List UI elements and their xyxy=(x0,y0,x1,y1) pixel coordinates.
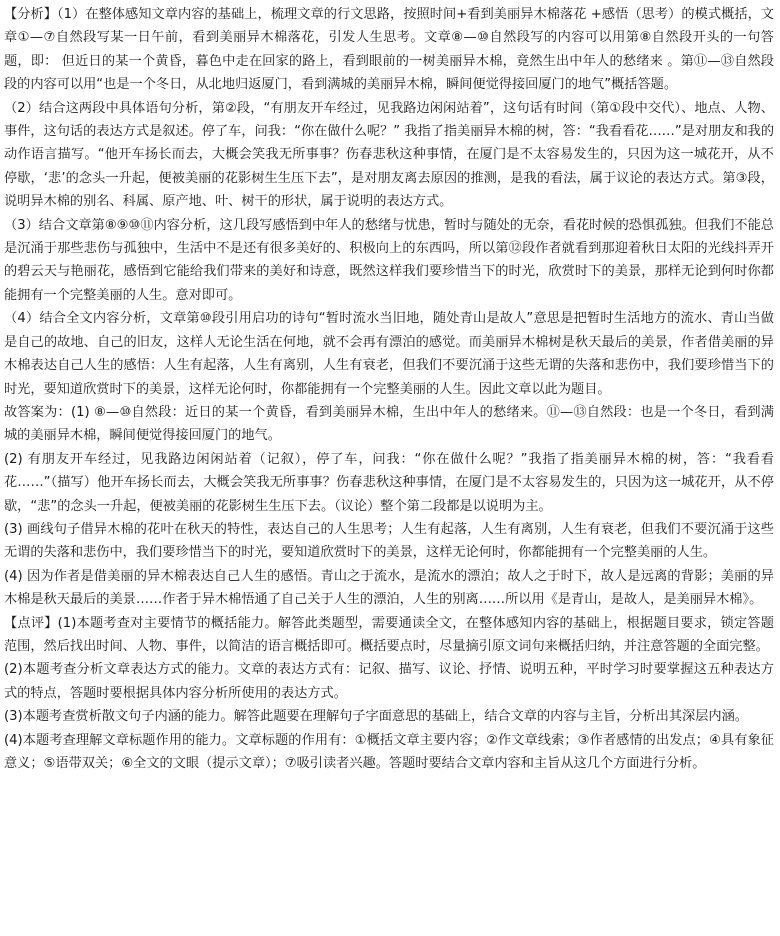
answer-1: 故答案为：(1) ⑧—⑩自然段：近日的某一个黄昏，看到美丽异木棉，生出中年人的愁绪来。⑪—⑬自然段：也是一个冬日，看到满城的美丽异木棉，瞬间便觉得接回厦门的地气。 xyxy=(4,404,774,444)
analysis-part-3: （3）结合文章第⑧⑨⑩⑪内容分析，这几段写感悟到中年人的愁绪与忧患，暂时与随处的无奈，看花时候的恐惧孤独。但我们不能总是沉涌于那些悲伤与孤独中，生活中不是还有很多美好的、积极向上的东西吗，所以第⑫段作者就看到那迎着秋日太阳的光线抖弄开的碧云天与艳丽花，感悟到它能给我们带来的美好和诗意，既然这样我们要珍惜当下的时光，欣赏时下的美景，那样无论到何时你都能拥有一个完整美丽的人生。意对即可。 xyxy=(4,217,774,303)
analysis-part-1: 【分析】（1）在整体感知文章内容的基础上，梳理文章的行文思路，按照时间+看到美丽异木棉落花 +感悟（思考）的模式概括，文章①—⑦自然段写某一日午前，看到美丽异木棉落花，引发人生思考。文章⑧—⑩自然段写的内容可以用第⑧自然段开头的一句答题，即： 但近日的某一个黄昏，暮色中走在回家的路上，看到眼前的一树美丽异木棉，竟然生出中年人的愁绪来 。第⑪—⑬自然段段的内容可以用“也是一个冬日，从北地归返厦门，看到满城的美丽异木棉，瞬间便觉得接回厦门的地气”概括答题。 xyxy=(4,7,774,93)
comment-3: (3)本题考查赏析散文句子内涵的能力。解答此题要在理解句子字面意思的基础上，结合文章的内容与主旨，分析出其深层内涵。 xyxy=(4,709,748,725)
comment-2: (2)本题考查分析文章表达方式的能力。文章的表达方式有：记叙、描写、议论、抒情、说明五种，平时学习时要掌握这五种表达方式的特点，答题时要根据具体内容分析所使用的表达方式。 xyxy=(4,662,774,701)
analysis-part-4: （4）结合全文内容分析，文章第⑩段引用启功的诗句“暂时流水当旧地，随处青山是故人”意思是把暂时生活地方的流水、青山当做是自己的故地、自己的旧友，这样人无论生活在何地，就不会再有漂泊的感觉。而美丽异木棉树是秋天最后的美景，作者借美丽的异木棉表达自己人生的感悟：人生有起落，人生有离别，人生有衰老，但我们不要沉涌于这些无谓的失落和悲伤中，我们要珍惜当下的时光，要知道欣赏时下的美景，这样无论何时，你都能拥有一个完整美丽的人生。因此文章以此为题目。 xyxy=(4,311,774,397)
analysis-part-2: （2）结合这两段中具体语句分析，第②段，“有朋友开车经过，见我路边闲闲站着”，这句话有时间（第①段中交代）、地点、人物、事件，这句话的表达方式是叙述。停了车，问我：“你在做什么呢？” 我指了指美丽异木棉的树，答：“我看看花……”是对朋友和我的动作语言描写。“他开车扬长而去，大概会笑我无所事事？伤春悲秋这种事情，在厦门是不太容易发生的，只因为这一城花开，从不停歇，‘悲’的念头一升起，便被美丽的花影树生生压下去”，是对朋友离去原因的推测，是我的看法，属于议论的表达方式。第③段，说明异木棉的别名、科属、原产地、叶、树干的形状，属于说明的表达方式。 xyxy=(4,100,775,210)
comment-1: 【点评】(1)本题考查对主要情节的概括能力。解答此类题型，需要通读全文，在整体感知内容的基础上，根据题目要求，锁定答题范围，然后找出时间、人物、事件，以简洁的语言概括即可。概括要点时，尽量摘引原文词句来概括归纳，并注意答题的全面完整。 xyxy=(4,615,774,654)
answer-2: (2) 有朋友开车经过，见我路边闲闲站着（记叙），停了车，问我：“你在做什么呢？”我指了指美丽异木棉的树，答：“我看看花……”（描写）他开车扬长而去，大概会笑我无所事事？伤春悲秋这种事情，在厦门是不太容易发生的，只因为这一城花开，从不停歇，“悲”的念头一升起，便被美丽的花影树生生压下去。（议论）整个第二段都是以说明为主。 xyxy=(4,451,774,514)
answer-4: (4) 因为作者是借美丽的异木棉表达自己人生的感悟。青山之于流水，是流水的漂泊；故人之于时下，故人是远离的背影；美丽的异木棉是秋天最后的美景……作者于异木棉悟通了自己关于人生的漂泊，人生的别离……所以用《是青山，是故人，是美丽异木棉》。 xyxy=(4,568,774,608)
comment-4: (4)本题考查理解文章标题作用的能力。文章标题的作用有：①概括文章主要内容；②作文章线索；③作者感情的出发点；④具有象征意义；⑤语带双关；⑥全文的文眼（提示文章）；⑦吸引读者兴趣。答题时要结合文章内容和主旨从这几个方面进行分析。 xyxy=(4,732,774,771)
answer-3: (3) 画线句子借异木棉的花叶在秋天的特性，表达自己的人生思考；人生有起落，人生有离别，人生有衰老，但我们不要沉涌于这些无谓的失落和悲伤中，我们要珍惜当下的时光，要知道欣赏时下的美景，这样无论何时，你都能拥有一个完整美丽的人生。 xyxy=(4,521,774,561)
